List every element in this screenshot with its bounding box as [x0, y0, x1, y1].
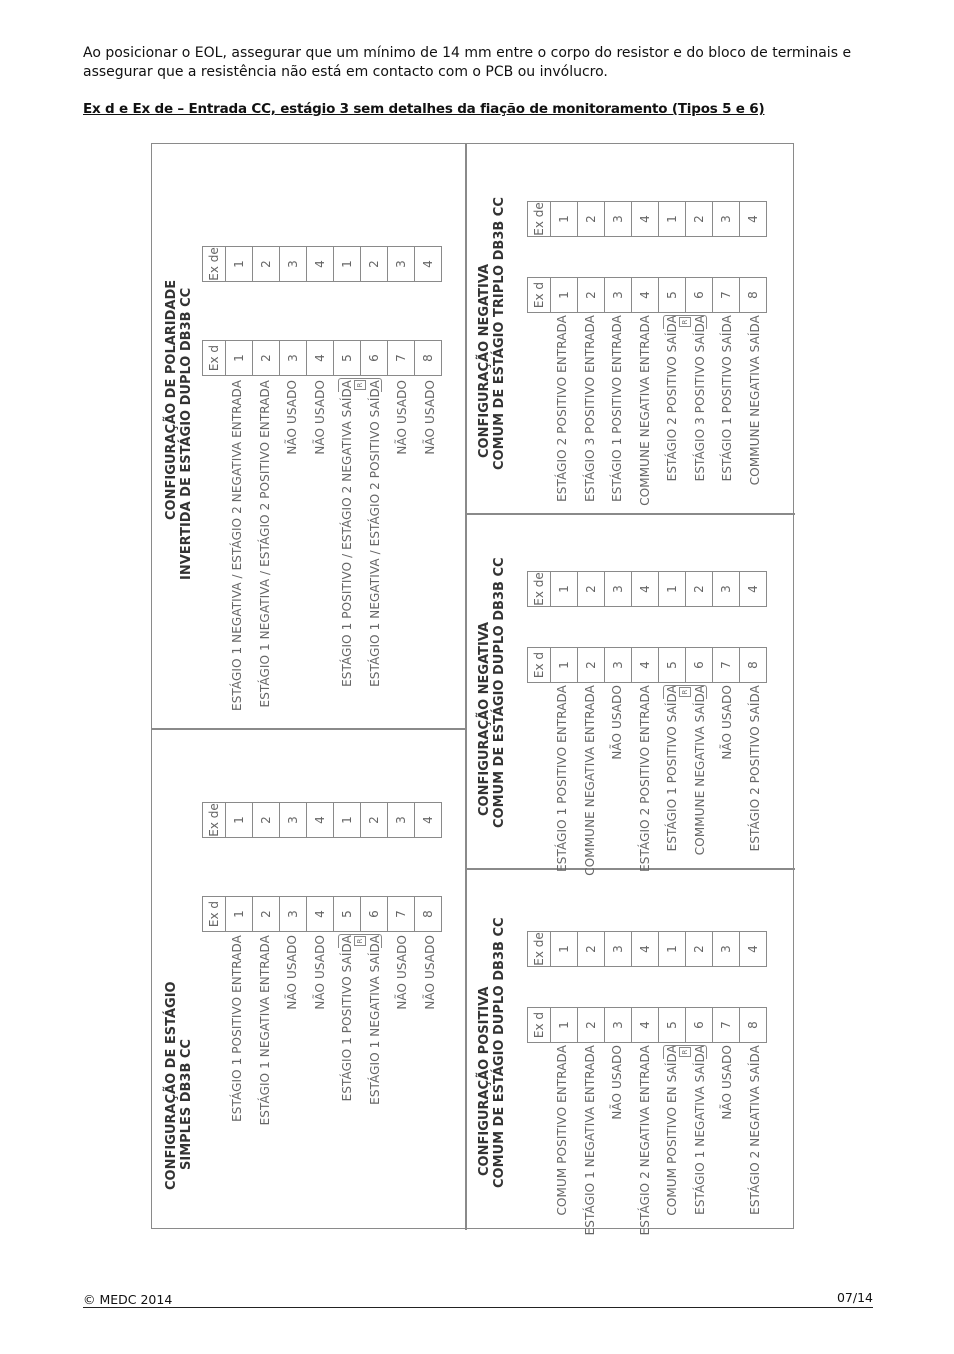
terminal-label: ESTÁGIO 1 NEGATIVA SAÍDA — [367, 935, 382, 1105]
terminal-number: 6 — [686, 648, 713, 683]
terminal-number: 1 — [551, 1008, 578, 1043]
terminal-number: 3 — [713, 202, 740, 237]
terminal-number: 1 — [659, 202, 686, 237]
terminal-number: 4 — [632, 202, 659, 237]
terminal-labels — [549, 685, 769, 876]
terminal-label: NÃO USADO — [610, 1045, 624, 1120]
terminal-number: 1 — [551, 932, 578, 967]
terminal-number: 8 — [415, 341, 442, 376]
terminal-label: COMUM POSITIVO ENTRADA — [555, 1045, 569, 1216]
terminal-number: 4 — [740, 572, 767, 607]
terminal-number: 8 — [415, 897, 442, 932]
terminal-number: 4 — [632, 1008, 659, 1043]
terminal-number: 3 — [280, 897, 307, 932]
terminal-number: 7 — [713, 278, 740, 313]
terminal-number: 4 — [415, 247, 442, 282]
title-line-2: INVERTIDA DE ESTÁGIO DUPLO DB3B CC — [179, 287, 194, 580]
terminal-number: 7 — [388, 341, 415, 376]
terminal-labels — [549, 315, 769, 515]
terminal-label: NÃO USADO — [422, 380, 437, 455]
terminal-label: ESTÁGIO 1 NEGATIVA SAÍDA — [692, 1045, 707, 1215]
terminal-number: 2 — [578, 648, 605, 683]
title-line-2: COMUM DE ESTÁGIO DUPLO DB3B CC — [492, 917, 507, 1188]
terminal-number: 3 — [388, 247, 415, 282]
terminal-number: 2 — [253, 341, 280, 376]
terminal-number: 1 — [659, 572, 686, 607]
terminal-number: 3 — [280, 341, 307, 376]
section-heading: Ex d e Ex de – Entrada CC, estágio 3 sem detalhes da fiação de monitoramento (Tipos 5 e 6) — [83, 101, 765, 117]
terminal-number: 4 — [415, 803, 442, 838]
section-positive — [465, 870, 795, 1236]
terminal-number: 1 — [551, 648, 578, 683]
terminal-number: 5 — [659, 278, 686, 313]
terminal-number: 4 — [632, 278, 659, 313]
resistor-jumper — [338, 378, 382, 392]
terminal-number: 5 — [659, 648, 686, 683]
terminal-number: 6 — [686, 278, 713, 313]
terminal-number: 1 — [226, 247, 253, 282]
title-line-1: CONFIGURAÇÃO DE POLARIDADE — [164, 279, 179, 520]
title-line-1: CONFIGURAÇÃO NEGATIVA — [477, 263, 492, 458]
terminal-number: 8 — [740, 278, 767, 313]
exd-header: Ex d — [203, 341, 226, 376]
terminal-number: 2 — [361, 803, 388, 838]
terminal-label: COMMUNE NEGATIVA ENTRADA — [637, 315, 652, 506]
terminal-number: 2 — [253, 897, 280, 932]
section-title — [477, 917, 507, 1188]
terminal-label: COMMUNE NEGATIVA SAÍDA — [692, 685, 707, 856]
exde-header: Ex de — [203, 247, 226, 282]
terminal-number: 8 — [740, 648, 767, 683]
terminal-label: ESTÁGIO 1 NEGATIVA ENTRADA — [257, 935, 272, 1126]
terminal-label: ESTÁGIO 3 POSITIVO ENTRADA — [582, 315, 597, 502]
terminal-number: 2 — [361, 247, 388, 282]
terminal-number: 6 — [361, 897, 388, 932]
terminal-label: ESTÁGIO 1 NEGATIVA ENTRADA — [582, 1045, 597, 1236]
terminal-number: 3 — [605, 202, 632, 237]
terminal-number: 7 — [388, 897, 415, 932]
terminal-number: 3 — [605, 932, 632, 967]
title-line-1: CONFIGURAÇÃO DE ESTÁGIO — [164, 981, 179, 1190]
terminal-label: NÃO USADO — [422, 935, 437, 1010]
exd-header: Ex d — [528, 1008, 551, 1043]
exd-terminal-table — [527, 647, 767, 683]
resistor-jumper — [338, 934, 382, 948]
terminal-label: NÃO USADO — [312, 935, 327, 1010]
terminal-label: ESTÁGIO 1 NEGATIVA / ESTÁGIO 2 POSITIVO ENTRADA — [257, 380, 272, 708]
terminal-label: NÃO USADO — [610, 685, 624, 760]
terminal-number: 7 — [713, 648, 740, 683]
terminal-label: ESTÁGIO 1 POSITIVO ENTRADA — [230, 935, 244, 1122]
terminal-label: COMUM POSITIVO EN SAÍDA — [665, 1045, 679, 1216]
terminal-number: 4 — [307, 341, 334, 376]
terminal-number: 5 — [334, 341, 361, 376]
terminal-number: 1 — [226, 341, 253, 376]
terminal-number: 1 — [226, 897, 253, 932]
terminal-number: 3 — [605, 572, 632, 607]
terminal-number: 4 — [740, 932, 767, 967]
exde-terminal-table — [202, 802, 442, 838]
resistor-jumper — [663, 1045, 707, 1059]
terminal-number: 3 — [388, 803, 415, 838]
title-line-2: COMUM DE ESTÁGIO DUPLO DB3B CC — [492, 557, 507, 828]
section-negative-double — [465, 515, 795, 876]
section-title — [477, 197, 507, 470]
terminal-labels — [224, 935, 444, 1230]
section-negative-triple — [465, 144, 795, 515]
terminal-number: 4 — [307, 247, 334, 282]
footer-rule — [83, 1307, 873, 1308]
terminal-label: ESTÁGIO 2 POSITIVO ENTRADA — [637, 685, 652, 872]
intro-paragraph: Ao posicionar o EOL, assegurar que um mínimo de 14 mm entre o corpo do resistor e do bloco de terminais e assegurar que a resistência não está em contacto com o PCB ou invólucro. — [83, 45, 852, 80]
terminal-number: 4 — [632, 648, 659, 683]
exde-header: Ex de — [528, 932, 551, 967]
terminal-label: ESTÁGIO 1 NEGATIVA / ESTÁGIO 2 NEGATIVA ENTRADA — [230, 380, 244, 711]
terminal-number: 1 — [659, 932, 686, 967]
terminal-number: 2 — [578, 1008, 605, 1043]
terminal-label: ESTÁGIO 3 POSITIVO SAÍDA — [692, 315, 707, 482]
exd-terminal-table — [202, 340, 442, 376]
exd-terminal-table — [527, 1007, 767, 1043]
terminal-number: 1 — [551, 202, 578, 237]
resistor-tag: R — [354, 936, 366, 946]
exde-header: Ex de — [528, 572, 551, 607]
terminal-number: 1 — [334, 247, 361, 282]
terminal-number: 6 — [686, 1008, 713, 1043]
exde-terminal-table — [527, 571, 767, 607]
terminal-label: NÃO USADO — [285, 935, 299, 1010]
resistor-jumper — [663, 315, 707, 329]
terminal-label: ESTÁGIO 1 POSITIVO SAÍDA — [665, 685, 679, 852]
terminal-number: 3 — [605, 1008, 632, 1043]
terminal-number: 2 — [578, 932, 605, 967]
terminal-number: 3 — [713, 932, 740, 967]
wiring-diagram-rotated — [152, 144, 795, 1236]
exde-terminal-table — [527, 201, 767, 237]
terminal-label: NÃO USADO — [312, 380, 327, 455]
section-title — [477, 557, 507, 828]
terminal-number: 2 — [578, 202, 605, 237]
resistor-jumper — [663, 685, 707, 699]
terminal-number: 4 — [307, 803, 334, 838]
terminal-number: 2 — [578, 572, 605, 607]
resistor-tag: R — [679, 687, 691, 697]
exd-terminal-table — [202, 896, 442, 932]
terminal-label: ESTÁGIO 2 POSITIVO SAÍDA — [665, 315, 679, 482]
terminal-label: ESTÁGIO 1 POSITIVO ENTRADA — [555, 685, 569, 872]
terminal-label: ESTÁGIO 1 POSITIVO ENTRADA — [610, 315, 624, 502]
exde-header: Ex de — [528, 202, 551, 237]
exde-terminal-table — [202, 246, 442, 282]
terminal-label: ESTÁGIO 2 POSITIVO SAÍDA — [747, 685, 762, 852]
terminal-label: COMMUNE NEGATIVA ENTRADA — [582, 685, 597, 876]
terminal-number: 3 — [280, 803, 307, 838]
resistor-tag: R — [354, 380, 366, 390]
title-line-1: CONFIGURAÇÃO POSITIVA — [477, 986, 492, 1176]
terminal-number: 1 — [551, 278, 578, 313]
terminal-label: ESTÁGIO 1 NEGATIVA / ESTÁGIO 2 POSITIVO SAÍDA — [367, 380, 382, 687]
terminal-number: 1 — [334, 803, 361, 838]
terminal-number: 4 — [632, 932, 659, 967]
wiring-diagram — [151, 143, 794, 1236]
copyright: © MEDC 2014 — [83, 1292, 173, 1307]
title-line-2: SIMPLES DB3B CC — [179, 1039, 194, 1170]
terminal-number: 3 — [280, 247, 307, 282]
terminal-label: ESTÁGIO 1 POSITIVO / ESTÁGIO 2 NEGATIVA SAÍDA — [340, 380, 354, 687]
exde-header: Ex de — [203, 803, 226, 838]
terminal-number: 8 — [740, 1008, 767, 1043]
terminal-label: ESTÁGIO 1 POSITIVO SAÍDA — [720, 315, 734, 482]
section-simple — [152, 730, 465, 1230]
title-line-1: CONFIGURAÇÃO NEGATIVA — [477, 621, 492, 816]
resistor-tag: R — [679, 317, 691, 327]
terminal-number: 2 — [253, 247, 280, 282]
terminal-number: 1 — [551, 572, 578, 607]
terminal-label: ESTÁGIO 2 NEGATIVA SAÍDA — [747, 1045, 762, 1215]
terminal-number: 4 — [740, 202, 767, 237]
terminal-labels — [224, 380, 444, 730]
title-line-2: COMUM DE ESTÁGIO TRIPLO DB3B CC — [492, 197, 507, 470]
terminal-number: 2 — [578, 278, 605, 313]
exd-header: Ex d — [528, 278, 551, 313]
terminal-number: 3 — [605, 278, 632, 313]
exde-terminal-table — [527, 931, 767, 967]
terminal-number: 1 — [226, 803, 253, 838]
terminal-number: 2 — [686, 202, 713, 237]
terminal-label: NÃO USADO — [395, 380, 409, 455]
terminal-label: COMMUNE NEGATIVA SAÍDA — [747, 315, 762, 486]
terminal-number: 5 — [659, 1008, 686, 1043]
terminal-number: 6 — [361, 341, 388, 376]
terminal-number: 5 — [334, 897, 361, 932]
terminal-number: 7 — [713, 1008, 740, 1043]
terminal-label: ESTÁGIO 1 POSITIVO SAÍDA — [340, 935, 354, 1102]
terminal-label: NÃO USADO — [285, 380, 299, 455]
terminal-number: 3 — [605, 648, 632, 683]
exd-header: Ex d — [528, 648, 551, 683]
exd-terminal-table — [527, 277, 767, 313]
section-title — [164, 981, 194, 1190]
terminal-number: 2 — [686, 572, 713, 607]
terminal-label: ESTÁGIO 2 POSITIVO ENTRADA — [555, 315, 569, 502]
terminal-label: NÃO USADO — [720, 685, 734, 760]
terminal-label: NÃO USADO — [720, 1045, 734, 1120]
terminal-number: 4 — [632, 572, 659, 607]
section-inverted — [152, 144, 465, 730]
exd-header: Ex d — [203, 897, 226, 932]
terminal-number: 3 — [713, 572, 740, 607]
terminal-number: 4 — [307, 897, 334, 932]
resistor-tag: R — [679, 1047, 691, 1057]
terminal-labels — [549, 1045, 769, 1236]
terminal-label: ESTÁGIO 2 NEGATIVA ENTRADA — [637, 1045, 652, 1236]
page-number: 07/14 — [836, 1290, 873, 1305]
terminal-number: 2 — [686, 932, 713, 967]
section-title — [164, 280, 194, 580]
terminal-number: 2 — [253, 803, 280, 838]
terminal-label: NÃO USADO — [395, 935, 409, 1010]
